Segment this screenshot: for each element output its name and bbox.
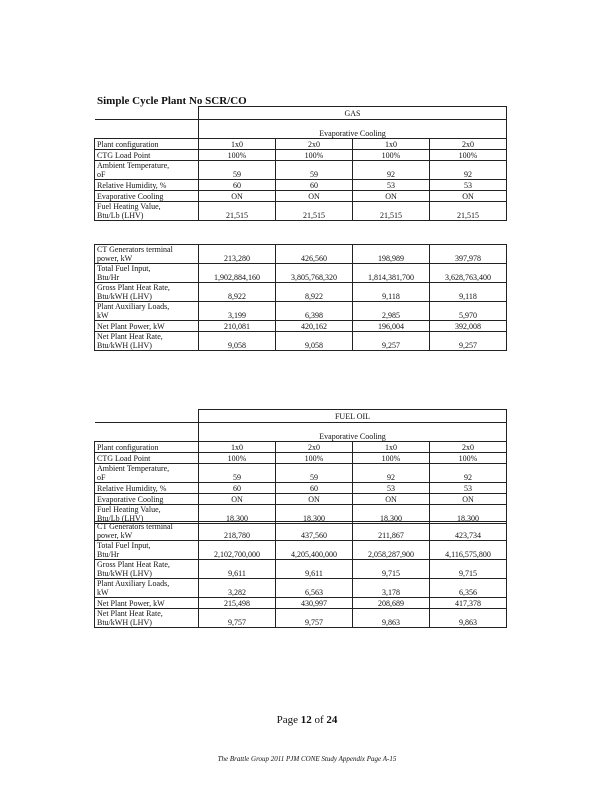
fuel-header: FUEL OIL [199, 410, 507, 423]
cell-value: 1x0 [199, 139, 276, 150]
row-label [95, 264, 199, 283]
cell-value: 2x0 [430, 139, 507, 150]
cell-value: 3,805,768,320 [276, 264, 353, 283]
row-label-line: oF [97, 170, 106, 179]
row-label [95, 283, 199, 302]
row-label-line: CT Generators terminal [97, 245, 173, 254]
cell-value: 92 [430, 161, 507, 180]
cell-value: 211,867 [353, 522, 430, 541]
cell-value: ON [353, 191, 430, 202]
cell-value: 423,734 [430, 522, 507, 541]
cell-value: 426,560 [276, 245, 353, 264]
cell-value: 9,611 [276, 560, 353, 579]
cell-value: 21,515 [430, 202, 507, 221]
cell-value: 100% [353, 150, 430, 161]
row-label-line: Btu/kWH (LHV) [97, 618, 152, 627]
cell-value: 21,515 [199, 202, 276, 221]
row-label-line: Evaporative Cooling [97, 192, 164, 201]
table-row [95, 321, 507, 332]
row-label [95, 609, 199, 628]
row-label [95, 191, 199, 202]
row-label [95, 598, 199, 609]
cell-value: 100% [353, 453, 430, 464]
row-label [95, 483, 199, 494]
cell-value: 9,257 [430, 332, 507, 351]
cell-value: 53 [353, 483, 430, 494]
row-label [95, 453, 199, 464]
row-label-line: Plant configuration [97, 140, 159, 149]
row-label-line: Fuel Heating Value, [97, 202, 161, 211]
cell-value: 2x0 [276, 139, 353, 150]
row-label [95, 321, 199, 332]
cooling-subheader: Evaporative Cooling [199, 423, 507, 442]
cell-value: 92 [430, 464, 507, 483]
header-row [95, 410, 507, 423]
page-title: Simple Cycle Plant No SCR/CO [97, 95, 247, 107]
row-label-line: Btu/Lb (LHV) [97, 514, 144, 523]
page-number [0, 714, 614, 726]
cell-value: 100% [276, 453, 353, 464]
cell-value: 2,058,287,900 [353, 541, 430, 560]
table-row [95, 191, 507, 202]
cell-value: 53 [430, 180, 507, 191]
row-label [95, 150, 199, 161]
cell-value: 59 [199, 161, 276, 180]
cell-value: 18,300 [353, 505, 430, 524]
cell-value: 215,498 [199, 598, 276, 609]
cell-value: 397,978 [430, 245, 507, 264]
gas-inputs-table [94, 106, 507, 221]
subheader-row [95, 120, 507, 139]
fuel-header: GAS [199, 107, 507, 120]
cell-value: 417,378 [430, 598, 507, 609]
table-row [95, 609, 507, 628]
row-label-line: Btu/Lb (LHV) [97, 211, 144, 220]
cell-value: 2,985 [353, 302, 430, 321]
cell-value: 208,689 [353, 598, 430, 609]
cell-value: 59 [199, 464, 276, 483]
cell-value: 3,628,763,400 [430, 264, 507, 283]
cell-value: 21,515 [353, 202, 430, 221]
row-label-line: Fuel Heating Value, [97, 505, 161, 514]
cell-value: 1,814,381,700 [353, 264, 430, 283]
row-label [95, 139, 199, 150]
page-prefix: Page [276, 714, 298, 726]
row-label [95, 161, 199, 180]
table-row [95, 150, 507, 161]
table-row [95, 442, 507, 453]
table-row [95, 180, 507, 191]
row-label-line: Net Plant Heat Rate, [97, 609, 163, 618]
cell-value: 5,970 [430, 302, 507, 321]
cell-value: 9,757 [276, 609, 353, 628]
row-label-line: Plant Auxiliary Loads, [97, 302, 170, 311]
table-row [95, 494, 507, 505]
cell-value: 2x0 [276, 442, 353, 453]
empty-cell [95, 423, 199, 442]
row-label [95, 332, 199, 351]
table-row [95, 579, 507, 598]
cell-value: 9,611 [199, 560, 276, 579]
row-label-line: Plant Auxiliary Loads, [97, 579, 170, 588]
cell-value: 2x0 [430, 442, 507, 453]
cell-value: ON [430, 494, 507, 505]
row-label-line: Btu/Hr [97, 273, 120, 282]
cell-value: 9,058 [199, 332, 276, 351]
cell-value: 100% [199, 150, 276, 161]
page-current: 12 [300, 714, 312, 726]
row-label-line: power, kW [97, 254, 133, 263]
table-row [95, 453, 507, 464]
table-row [95, 332, 507, 351]
cell-value: 6,563 [276, 579, 353, 598]
cell-value: 60 [276, 180, 353, 191]
row-label-line: Net Plant Power, kW [97, 322, 165, 331]
cell-value: 1x0 [353, 442, 430, 453]
cell-value: ON [430, 191, 507, 202]
header-row [95, 107, 507, 120]
cell-value: 4,116,575,800 [430, 541, 507, 560]
row-label-line: CT Generators terminal [97, 522, 173, 531]
row-label [95, 560, 199, 579]
cell-value: 92 [353, 464, 430, 483]
row-label [95, 494, 199, 505]
cell-value: 60 [276, 483, 353, 494]
cell-value: 392,008 [430, 321, 507, 332]
table-row [95, 483, 507, 494]
footer-text: The Brattle Group 2011 PJM CONE Study Appendix Page A-15 [217, 755, 397, 763]
cell-value: 8,922 [199, 283, 276, 302]
cell-value: 210,081 [199, 321, 276, 332]
row-label [95, 202, 199, 221]
cell-value: 3,199 [199, 302, 276, 321]
cell-value: 21,515 [276, 202, 353, 221]
cell-value: 18,300 [199, 505, 276, 524]
row-label-line: Net Plant Heat Rate, [97, 332, 163, 341]
row-label-line: Gross Plant Heat Rate, [97, 283, 170, 292]
cell-value: ON [276, 191, 353, 202]
table-row [95, 264, 507, 283]
row-label-line: Relative Humidity, % [97, 181, 167, 190]
row-label-line: kW [97, 588, 109, 597]
cell-value: 18,300 [276, 505, 353, 524]
cell-value: 437,560 [276, 522, 353, 541]
cell-value: 430,997 [276, 598, 353, 609]
cell-value: 53 [353, 180, 430, 191]
cell-value: 6,356 [430, 579, 507, 598]
cell-value: 9,058 [276, 332, 353, 351]
page-of: of [314, 714, 324, 726]
row-label-line: CTG Load Point [97, 454, 151, 463]
row-label-line: CTG Load Point [97, 151, 151, 160]
cell-value: ON [199, 494, 276, 505]
row-label-line: Ambient Temperature, [97, 161, 170, 170]
row-label [95, 442, 199, 453]
table-row [95, 302, 507, 321]
table-row [95, 522, 507, 541]
cell-value: 100% [430, 150, 507, 161]
row-label-line: kW [97, 311, 109, 320]
table-row [95, 560, 507, 579]
page-total: 24 [326, 714, 338, 726]
cell-value: 3,178 [353, 579, 430, 598]
cell-value: 9,118 [353, 283, 430, 302]
cell-value: 1,902,884,160 [199, 264, 276, 283]
table-row [95, 161, 507, 180]
fuel-oil-inputs-table [94, 409, 507, 524]
cell-value: 8,922 [276, 283, 353, 302]
cell-value: 6,398 [276, 302, 353, 321]
row-label-line: Net Plant Power, kW [97, 599, 165, 608]
fuel-oil-outputs-table [94, 521, 507, 628]
row-label [95, 180, 199, 191]
row-label-line: Total Fuel Input, [97, 541, 151, 550]
row-label-line: Btu/Hr [97, 550, 120, 559]
table-row [95, 598, 507, 609]
cell-value: 9,757 [199, 609, 276, 628]
cell-value: 60 [199, 180, 276, 191]
empty-cell [95, 120, 199, 139]
cell-value: 9,257 [353, 332, 430, 351]
cell-value: 9,118 [430, 283, 507, 302]
row-label-line: Gross Plant Heat Rate, [97, 560, 170, 569]
row-label-line: Relative Humidity, % [97, 484, 167, 493]
table-row [95, 283, 507, 302]
cell-value: 100% [430, 453, 507, 464]
table-row [95, 139, 507, 150]
table-row [95, 541, 507, 560]
cell-value: ON [276, 494, 353, 505]
cell-value: 9,715 [430, 560, 507, 579]
cell-value: 92 [353, 161, 430, 180]
row-label-line: Plant configuration [97, 443, 159, 452]
cell-value: 59 [276, 161, 353, 180]
row-label [95, 541, 199, 560]
cell-value: 9,715 [353, 560, 430, 579]
cell-value: ON [199, 191, 276, 202]
table-row [95, 202, 507, 221]
cell-value: 18,300 [430, 505, 507, 524]
cell-value: 1x0 [353, 139, 430, 150]
row-label-line: Total Fuel Input, [97, 264, 151, 273]
cell-value: 9,863 [353, 609, 430, 628]
cell-value: 213,280 [199, 245, 276, 264]
cell-value: ON [353, 494, 430, 505]
cell-value: 9,863 [430, 609, 507, 628]
cell-value: 218,780 [199, 522, 276, 541]
row-label [95, 579, 199, 598]
cell-value: 4,205,400,000 [276, 541, 353, 560]
cell-value: 1x0 [199, 442, 276, 453]
table-row [95, 464, 507, 483]
cell-value: 100% [276, 150, 353, 161]
subheader-row [95, 423, 507, 442]
table-row [95, 245, 507, 264]
cell-value: 59 [276, 464, 353, 483]
cooling-subheader: Evaporative Cooling [199, 120, 507, 139]
cell-value: 198,989 [353, 245, 430, 264]
empty-cell [95, 410, 199, 423]
row-label-line: Btu/kWH (LHV) [97, 569, 152, 578]
empty-cell [95, 107, 199, 120]
cell-value: 53 [430, 483, 507, 494]
cell-value: 60 [199, 483, 276, 494]
row-label-line: Btu/kWH (LHV) [97, 341, 152, 350]
cell-value: 3,282 [199, 579, 276, 598]
row-label [95, 302, 199, 321]
row-label [95, 464, 199, 483]
row-label-line: Evaporative Cooling [97, 495, 164, 504]
row-label-line: power, kW [97, 531, 133, 540]
row-label [95, 522, 199, 541]
gas-outputs-table [94, 244, 507, 351]
cell-value: 196,004 [353, 321, 430, 332]
row-label-line: Btu/kWH (LHV) [97, 292, 152, 301]
row-label-line: Ambient Temperature, [97, 464, 170, 473]
row-label-line: oF [97, 473, 106, 482]
cell-value: 100% [199, 453, 276, 464]
cell-value: 2,102,700,000 [199, 541, 276, 560]
cell-value: 420,162 [276, 321, 353, 332]
row-label [95, 245, 199, 264]
